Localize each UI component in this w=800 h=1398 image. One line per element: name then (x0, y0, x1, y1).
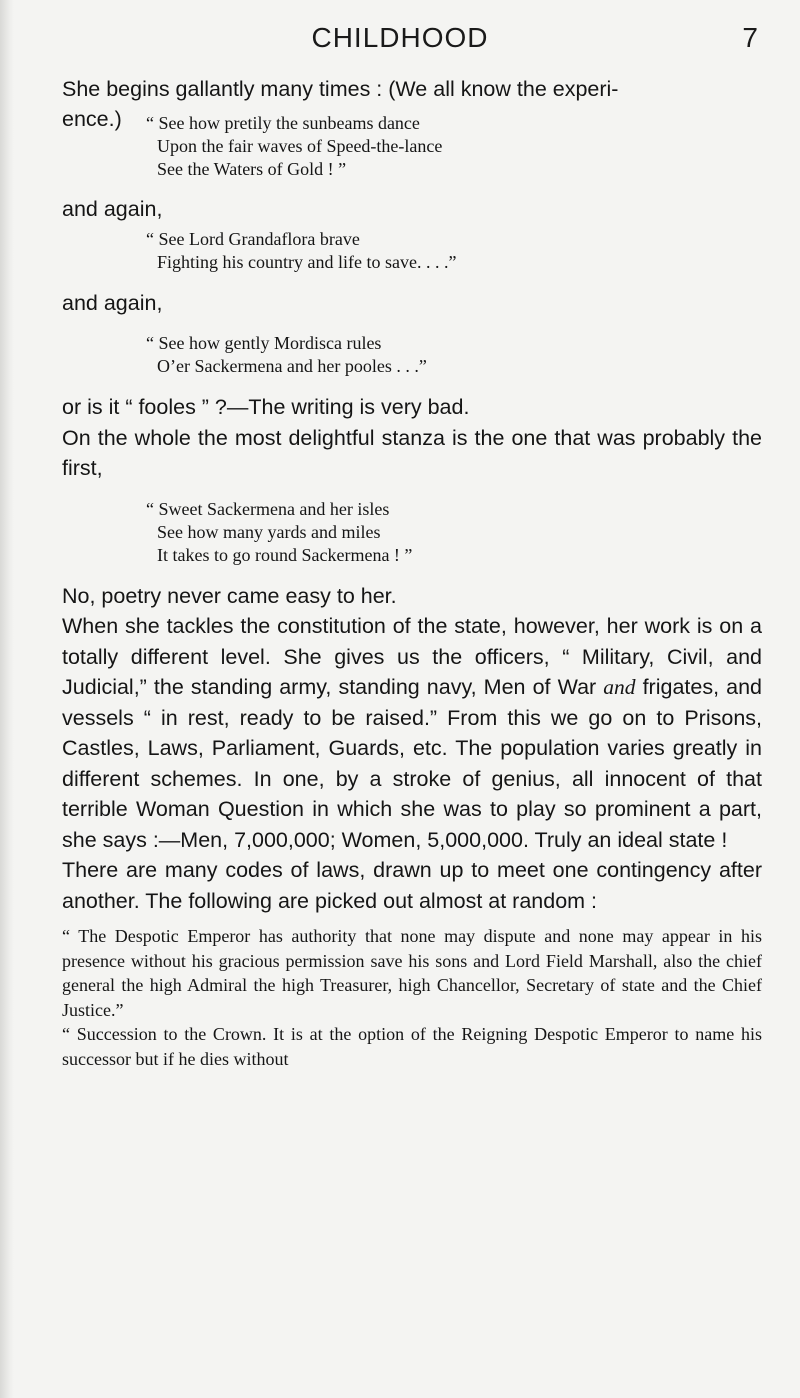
verse-line: “ See how pretily the sunbeams dance (146, 113, 420, 133)
paragraph-6: There are many codes of laws, drawn up to meet one contingency after another. The following are picked out almost at random : (62, 858, 762, 913)
and-again-2: and again, (62, 291, 163, 315)
paragraph-4: No, poetry never came easy to her. (62, 583, 397, 608)
paragraph-1-line-2: ence.) (62, 107, 122, 131)
paragraph-5-text-a: When she tackles the constitution of the state, however, her work is on a totally different level. She gives us the officers, “ Military, Civil, and Judicial,” the standing army, standing navy, Men of War (62, 614, 762, 699)
paragraph-2: or is it “ fooles ” ?—The writing is very bad. (62, 395, 470, 419)
quotation-2: “ Succession to the Crown. It is at the option of the Reigning Despotic Emperor to name his successor but if he dies without (62, 1024, 762, 1069)
quotation-1: “ The Despotic Emperor has authority that none may dispute and none may appear in his presence without his gracious permission save his sons and Lord Field Marshall, also the chief general the high Admiral the high Treasurer, high Chancellor, Secretary of state and the Chief Justice.” (62, 926, 762, 1020)
paragraph-3: On the whole the most delightful stanza is the one that was probably the first, (62, 425, 762, 480)
verse-line: See how many yards and miles (157, 521, 381, 542)
verse-line: “ See Lord Grandaflora brave (146, 229, 360, 249)
verse-line: See the Waters of Gold ! ” (157, 159, 347, 179)
verse-line: “ Sweet Sackermena and her isles (146, 498, 390, 519)
body-text (62, 74, 762, 1071)
verse-line: Upon the fair waves of Speed-the-lance (157, 136, 443, 156)
page-number: 7 (742, 22, 758, 53)
verse-block-1 (146, 112, 442, 181)
verse-block-2 (146, 228, 800, 288)
verse-block-3 (146, 332, 800, 392)
running-head: CHILDHOOD (311, 22, 489, 53)
verse-line: It takes to go round Sackermena ! ” (157, 544, 413, 565)
paragraph-1-line-1: She begins gallantly many times : (We all know the experi- (62, 77, 619, 101)
page-spine-shadow (0, 0, 14, 1398)
verse-line: Fighting his country and life to save. . . .” (157, 252, 457, 272)
verse-block-4 (146, 498, 800, 567)
page-header (0, 22, 800, 62)
paragraph-5-italic-and: and (603, 675, 636, 699)
verse-line: “ See how gently Mordisca rules (146, 333, 382, 353)
paragraph-5-text-b: frigates, and vessels “ in rest, ready to be raised.” From this we go on to Prisons, Castles, Laws, Parliament, Guards, etc. The population varies greatly in different schemes. In one, by a stroke of genius, all innocent of that terrible Woman Question in which she was to play so prominent a part, she says :—Men, 7,000,000; Women, 5,000,000. Truly an ideal state ! (62, 675, 763, 852)
paragraph-5 (62, 611, 762, 855)
verse-line: O’er Sackermena and her pooles . . .” (157, 356, 427, 376)
and-again-1: and again, (62, 197, 163, 221)
